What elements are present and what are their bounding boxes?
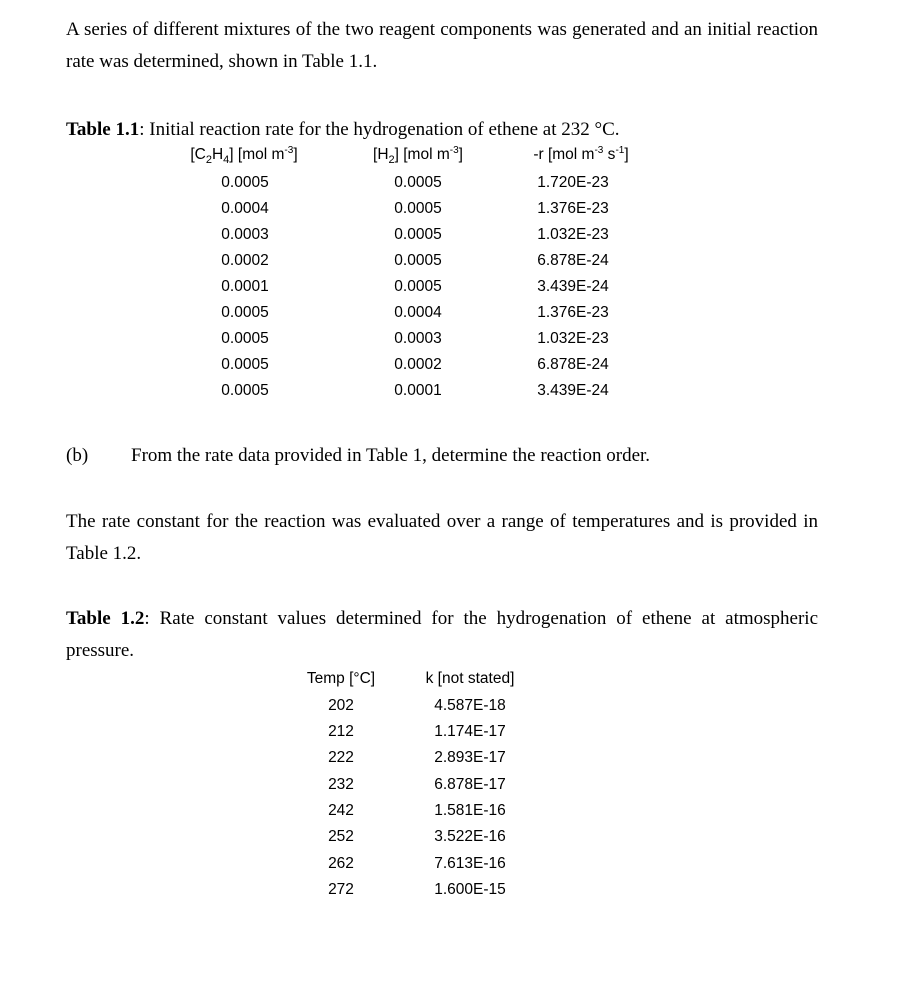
table1-cell: 1.376E-23 (537, 304, 609, 321)
table2-caption-text: : Rate constant values determined for the hydrogenation of ethene at atmospheric pressure. (66, 608, 818, 661)
table1-header-rate: -r [mol $m^{-3}$ $s^{-1}$] (533, 144, 629, 163)
table1-cell: 0.0001 (221, 278, 269, 295)
table1-cell: 0.0003 (221, 226, 269, 243)
table2-caption (66, 603, 818, 667)
table1-cell: 1.032E-23 (537, 330, 609, 347)
table2-cell: 202 (328, 697, 354, 714)
rate-constant-paragraph: The rate constant for the reaction was evaluated over a range of temperatures and is provided in Table 1.2. (66, 511, 818, 564)
intro-paragraph: A series of different mixtures of the two reagent components was generated and an initial reaction rate was determined, shown in Table 1.1. (66, 19, 818, 72)
table1-cell: 0.0001 (394, 382, 442, 399)
table2-cell: 212 (328, 723, 354, 740)
question-b-label: (b) (66, 445, 89, 466)
table2-cell: 1.174E-17 (434, 723, 506, 740)
table1-cell: 0.0005 (221, 304, 269, 321)
table1-cell: 0.0003 (394, 330, 442, 347)
table2-cell: 272 (328, 881, 354, 898)
table1-cell: 0.0005 (221, 382, 269, 399)
table1-caption-text: : Initial reaction rate for the hydrogenation of ethene at 232 °C. (139, 119, 620, 140)
table2-cell: 232 (328, 776, 354, 793)
table1-cell: 0.0005 (394, 200, 442, 217)
table1-cell: 6.878E-24 (537, 356, 609, 373)
table1-cell: 1.032E-23 (537, 226, 609, 243)
table2-cell: 242 (328, 802, 354, 819)
table2-cell: 1.600E-15 (434, 881, 506, 898)
table1-cell: 0.0005 (394, 174, 442, 191)
table2-cell: 3.522E-16 (434, 828, 506, 845)
table2-header-k: k [not stated] (425, 670, 515, 687)
table1-cell: 0.0005 (221, 330, 269, 347)
table2-cell: 252 (328, 828, 354, 845)
table1-cell: 0.0005 (394, 278, 442, 295)
table1-header-h2: $[H_2]$ [mol $m^{-3}$] (373, 144, 463, 167)
table1-cell: 0.0004 (394, 304, 442, 321)
table2-cell: 7.613E-16 (434, 855, 506, 872)
table1-caption-label: Table 1.1 (66, 119, 140, 140)
table1-cell: 0.0004 (221, 200, 269, 217)
table1-cell: 0.0005 (221, 356, 269, 373)
table1-cell: 6.878E-24 (537, 252, 609, 269)
question-b-text: From the rate data provided in Table 1, determine the reaction order. (131, 445, 651, 466)
table1-cell: 1.376E-23 (537, 200, 609, 217)
table1-cell: 3.439E-24 (537, 382, 609, 399)
table1-caption (66, 118, 620, 142)
table2-header-temp: Temp [°C] (306, 670, 376, 687)
table2-cell: 222 (328, 749, 354, 766)
table1-cell: 0.0005 (221, 174, 269, 191)
table1-cell: 0.0002 (394, 356, 442, 373)
table1-cell: 0.0002 (221, 252, 269, 269)
table1-header-c2h4: $[C_2H_4]$ [mol $m^{-3}$] (190, 144, 298, 167)
table2-cell: 262 (328, 855, 354, 872)
table2-cell: 1.581E-16 (434, 802, 506, 819)
table2-cell: 4.587E-18 (434, 697, 506, 714)
table2-cell: 2.893E-17 (434, 749, 506, 766)
table1-cell: 3.439E-24 (537, 278, 609, 295)
table2-caption-label: Table 1.2 (66, 608, 145, 629)
table1-cell: 1.720E-23 (537, 174, 609, 191)
table2-cell: 6.878E-17 (434, 776, 506, 793)
table1-cell: 0.0005 (394, 226, 442, 243)
table1-cell: 0.0005 (394, 252, 442, 269)
